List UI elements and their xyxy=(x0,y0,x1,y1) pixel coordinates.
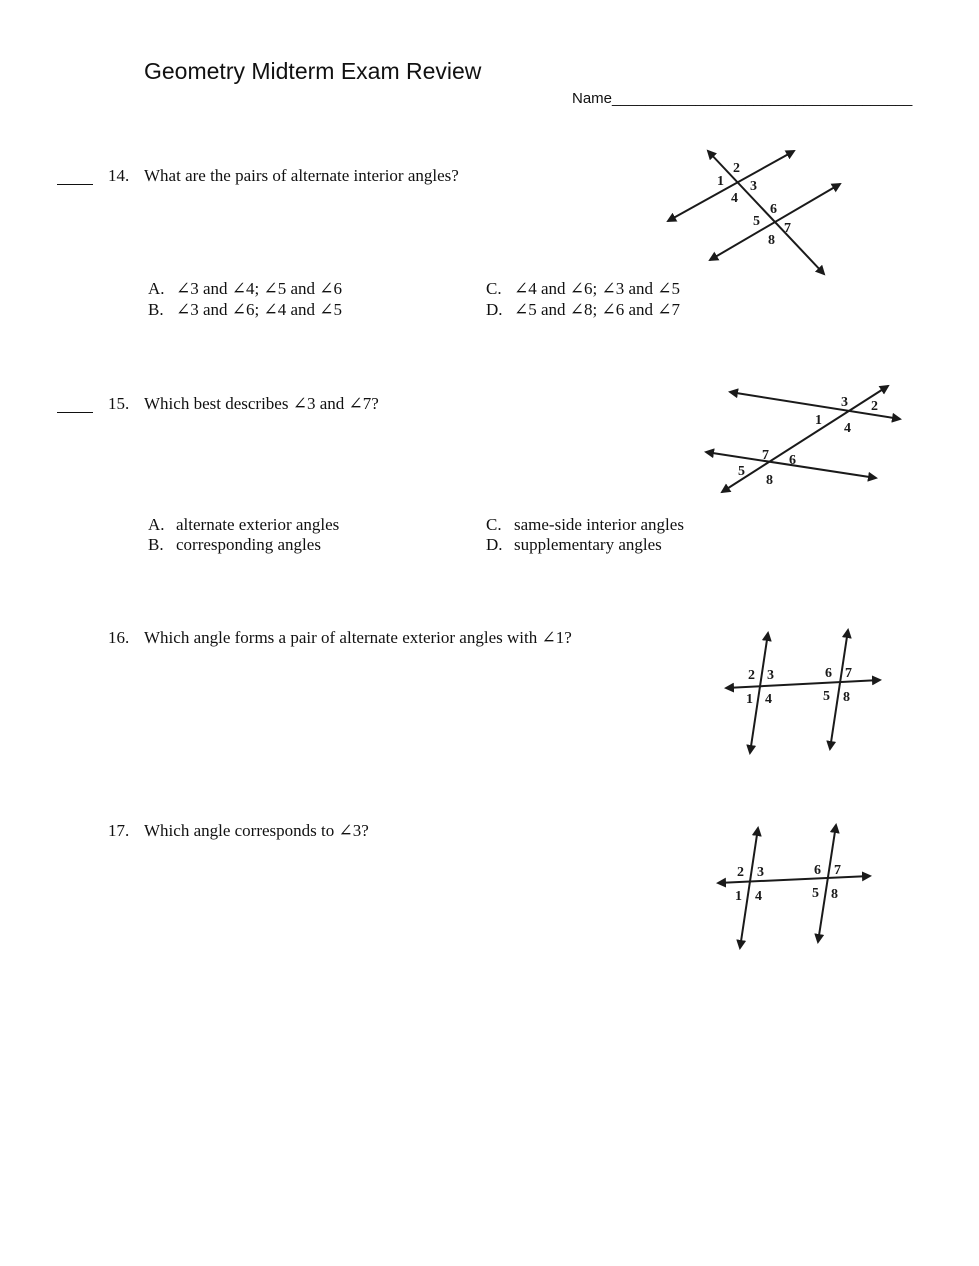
option-text: ∠3 and ∠6; ∠4 and ∠5 xyxy=(176,300,343,319)
option-letter: C. xyxy=(486,515,502,534)
angle-label: 6 xyxy=(789,453,796,468)
figure-q17 xyxy=(712,820,882,955)
angle-label: 7 xyxy=(784,221,791,236)
page-title: Geometry Midterm Exam Review xyxy=(144,58,482,84)
angle-label: 7 xyxy=(834,863,841,878)
option-letter: B. xyxy=(148,300,164,319)
question-text: Which best describes ∠3 and ∠7? xyxy=(144,394,379,413)
question-number: 14. xyxy=(108,166,130,185)
angle-label: 4 xyxy=(765,692,772,707)
option-letter: A. xyxy=(148,279,165,298)
angle-label: 5 xyxy=(812,886,819,901)
angle-label: 8 xyxy=(831,887,838,902)
angle-label: 8 xyxy=(843,690,850,705)
angle-label: 4 xyxy=(755,889,762,904)
question-text: Which angle corresponds to ∠3? xyxy=(144,821,369,840)
option-text: ∠4 and ∠6; ∠3 and ∠5 xyxy=(514,279,681,298)
angle-label: 4 xyxy=(731,191,738,206)
option-c[interactable] xyxy=(486,515,684,535)
option-b[interactable] xyxy=(148,300,342,320)
angle-label: 1 xyxy=(735,889,742,904)
angle-label: 2 xyxy=(748,668,755,683)
option-text: supplementary angles xyxy=(514,535,662,554)
option-letter: D. xyxy=(486,535,503,554)
option-text: ∠3 and ∠4; ∠5 and ∠6 xyxy=(176,279,343,298)
name-field[interactable]: Name____________________________________ xyxy=(572,90,913,107)
figure-q16 xyxy=(720,625,890,760)
option-text: corresponding angles xyxy=(176,535,321,554)
option-letter: D. xyxy=(486,300,503,319)
figure-q15 xyxy=(700,380,910,500)
option-text: alternate exterior angles xyxy=(176,515,340,534)
line xyxy=(818,825,836,942)
angle-label: 3 xyxy=(767,668,774,683)
angle-label: 6 xyxy=(825,666,832,681)
line xyxy=(740,828,758,948)
angle-label: 1 xyxy=(717,174,724,189)
question-number: 17. xyxy=(108,821,130,840)
angle-label: 1 xyxy=(746,692,753,707)
angle-label: 4 xyxy=(844,421,851,436)
option-b[interactable] xyxy=(148,535,321,555)
answer-blank-14[interactable] xyxy=(57,184,93,185)
angle-label: 3 xyxy=(750,179,757,194)
angle-label: 6 xyxy=(770,202,777,217)
question-text: What are the pairs of alternate interior angles? xyxy=(144,166,459,185)
angle-label: 5 xyxy=(823,689,830,704)
angle-label: 6 xyxy=(814,863,821,878)
option-d[interactable] xyxy=(486,300,680,320)
angle-label: 2 xyxy=(871,399,878,414)
angle-label: 2 xyxy=(733,161,740,176)
question-text: Which angle forms a pair of alternate exterior angles with ∠1? xyxy=(144,628,572,647)
angle-label: 8 xyxy=(768,233,775,248)
option-a[interactable] xyxy=(148,279,342,299)
angle-label: 3 xyxy=(841,395,848,410)
option-letter: A. xyxy=(148,515,165,534)
angle-label: 5 xyxy=(738,464,745,479)
option-text: same-side interior angles xyxy=(514,515,684,534)
angle-label: 2 xyxy=(737,865,744,880)
option-a[interactable] xyxy=(148,515,339,535)
question-number: 15. xyxy=(108,394,130,413)
option-letter: C. xyxy=(486,279,502,298)
option-text: ∠5 and ∠8; ∠6 and ∠7 xyxy=(514,300,681,319)
angle-label: 7 xyxy=(845,666,852,681)
angle-label: 5 xyxy=(753,214,760,229)
question-number: 16. xyxy=(108,628,130,647)
angle-label: 1 xyxy=(815,413,822,428)
answer-blank-15[interactable] xyxy=(57,412,93,413)
line xyxy=(708,151,824,274)
option-c[interactable] xyxy=(486,279,680,299)
angle-label: 8 xyxy=(766,473,773,488)
angle-label: 7 xyxy=(762,448,769,463)
angle-label: 3 xyxy=(757,865,764,880)
figure-q14 xyxy=(660,140,860,285)
option-d[interactable] xyxy=(486,535,662,555)
option-letter: B. xyxy=(148,535,164,554)
